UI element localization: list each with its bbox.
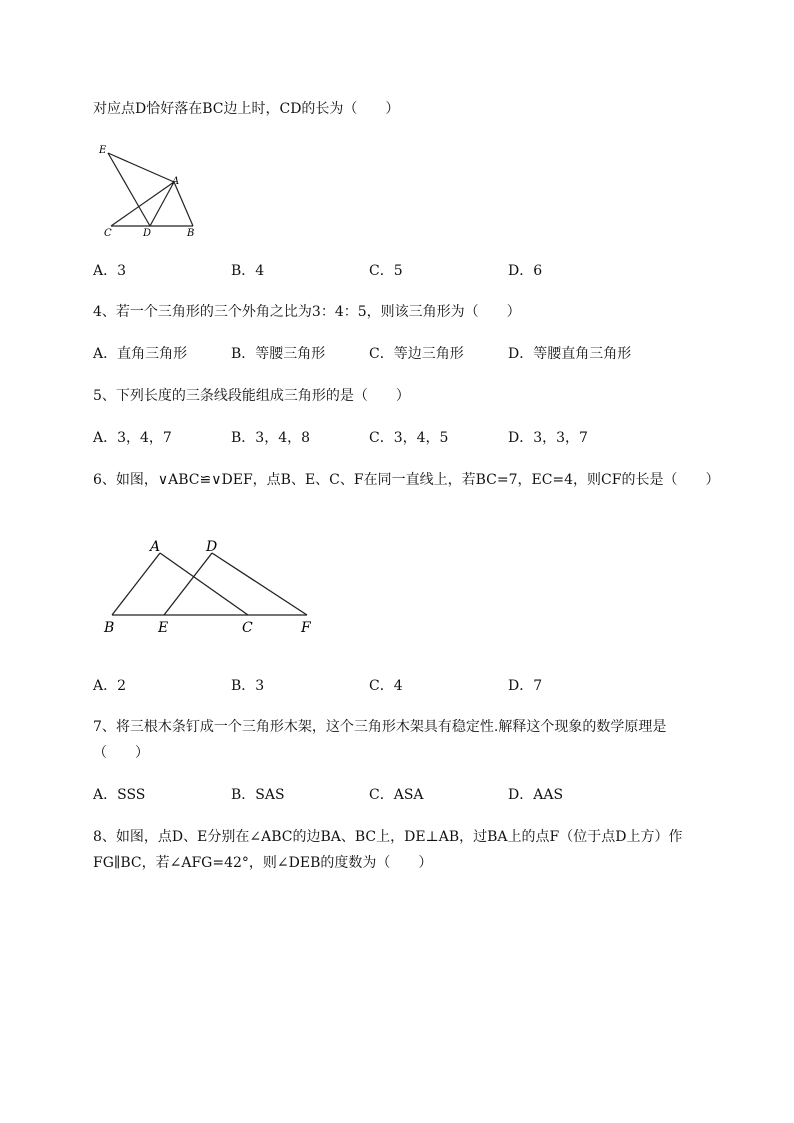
q4-option-c[interactable]: C．等边三角形 <box>369 346 464 362</box>
q5-option-b[interactable]: B．3，4，8 <box>231 430 311 446</box>
q6-option-d[interactable]: D．7 <box>508 678 543 694</box>
q4-stem: 4、若一个三角形的三个外角之比为3：4：5，则该三角形为（ ） <box>93 304 521 320</box>
q6-option-b[interactable]: B．3 <box>231 678 265 694</box>
q4-option-a[interactable]: A．直角三角形 <box>93 346 188 362</box>
q6-label-a: A <box>150 539 161 555</box>
q6-label-f: F <box>301 620 311 636</box>
q3-option-d[interactable]: D．6 <box>508 263 543 279</box>
q7-option-c[interactable]: C．ASA <box>369 787 424 803</box>
q3-option-a[interactable]: A．3 <box>93 263 127 279</box>
q6-figure <box>100 535 330 635</box>
q3-segment-ea <box>108 153 174 182</box>
q3-label-d: D <box>143 228 152 239</box>
q3-stem-tail: 对应点D恰好落在BC边上时，CD的长为（ ） <box>93 101 400 117</box>
q6-segment-df <box>212 553 307 615</box>
q3-label-a: A <box>172 176 180 187</box>
q3-label-e: E <box>99 145 107 156</box>
q3-segment-ed <box>108 153 150 226</box>
q7-option-b[interactable]: B．SAS <box>231 787 285 803</box>
q8-stem-line1: 8、如图，点D、E分别在∠ABC的边BA、BC上，DE⊥AB，过BA上的点F（位于点D上方）作 <box>93 829 683 845</box>
q3-figure <box>95 142 205 242</box>
q7-option-a[interactable]: A．SSS <box>93 787 146 803</box>
q3-segment-ca <box>111 182 174 226</box>
q6-option-c[interactable]: C．4 <box>369 678 403 694</box>
q3-label-c: C <box>104 228 112 239</box>
q4-option-d[interactable]: D．等腰直角三角形 <box>508 346 632 362</box>
q7-stem-line1: 7、将三根木条钉成一个三角形木架，这个三角形木架具有稳定性.解释这个现象的数学原理是 <box>93 719 667 735</box>
q6-segment-ba <box>112 553 160 615</box>
q3-segment-ad <box>150 182 174 226</box>
q5-stem: 5、下列长度的三条线段能组成三角形的是（ ） <box>93 388 410 404</box>
q3-option-c[interactable]: C．5 <box>369 263 403 279</box>
q5-option-d[interactable]: D．3，3，7 <box>508 430 588 446</box>
q3-segment-ab <box>174 182 193 226</box>
q6-option-a[interactable]: A．2 <box>93 678 127 694</box>
q7-option-d[interactable]: D．AAS <box>508 787 564 803</box>
q6-label-d: D <box>206 539 218 555</box>
q5-option-c[interactable]: C．3，4，5 <box>369 430 449 446</box>
q7-stem-line2: （ ） <box>93 745 149 761</box>
q6-label-b: B <box>104 620 115 636</box>
q3-label-b: B <box>187 228 195 239</box>
q6-label-e: E <box>158 620 169 636</box>
q3-option-b[interactable]: B．4 <box>231 263 265 279</box>
q5-option-a[interactable]: A．3，4，7 <box>93 430 172 446</box>
q6-label-c: C <box>242 620 253 636</box>
q8-stem-line2: FG∥BC，若∠AFG=42°，则∠DEB的度数为（ ） <box>93 855 433 871</box>
q6-stem: 6、如图，∨ABC≌∨DEF，点B、E、C、F在同一直线上，若BC=7，EC=4，则CF的长是（ ） <box>93 472 720 488</box>
q4-option-b[interactable]: B．等腰三角形 <box>231 346 326 362</box>
